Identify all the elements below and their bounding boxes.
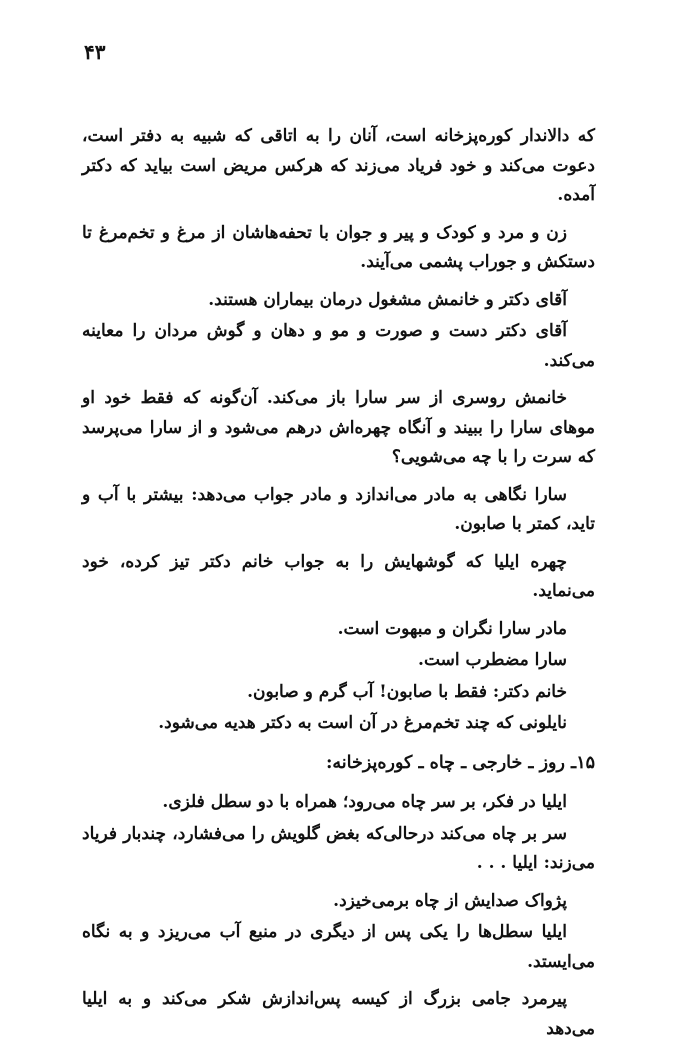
paragraph: سارا نگاهی به مادر می‌اندازد و مادر جواب می‌دهد: بیشتر با آب و تاید، کمتر با صابون. xyxy=(82,484,595,534)
paragraph: آقای دکتر و خانمش مشغول درمان بیماران هستند. xyxy=(208,289,567,310)
paragraph: ایلیا در فکر، بر سر چاه می‌رود؛ همراه با دو سطل فلزی. xyxy=(162,792,567,812)
paragraph-continued: که دالاندار کوره‌پزخانه است، آنان را به اتاقی که شبیه به دفتر است، دعوت می‌کند و خود فریاد می‌زند که هرکس مریض است بیاید که دکتر آمده. xyxy=(82,126,595,205)
paragraph: چهره ایلیا که گوشهایش را به جواب خانم دکتر تیز کرده، خود می‌نماید. xyxy=(82,551,595,601)
paragraph: خانم دکتر: فقط با صابون! آب گرم و صابون. xyxy=(247,681,567,702)
page-number: ۴۳ xyxy=(84,40,106,64)
paragraph: سر بر چاه می‌کند درحالی‌که بغض گلویش را می‌فشارد، چندبار فریاد می‌زند: ایلیا . . . xyxy=(82,823,595,873)
paragraph: زن و مرد و کودک و پیر و جوان با تحفه‌هاشان از مرغ و تخم‌مرغ تا دستکش و جوراب پشمی می‌آیند. xyxy=(82,222,595,272)
paragraph: نایلونی که چند تخم‌مرغ در آن است به دکتر هدیه می‌شود. xyxy=(158,713,567,733)
paragraph: آقای دکتر دست و صورت و مو و دهان و گوش مردان را معاینه می‌کند. xyxy=(82,321,595,371)
paragraph: پیرمرد جامی بزرگ از کیسه پس‌اندازش شکر می‌کند و به ایلیا می‌دهد xyxy=(82,989,595,1039)
paragraph: ایلیا سطل‌ها را یکی پس از دیگری در منبع آب می‌ریزد و به نگاه می‌ایستد. xyxy=(82,922,595,972)
paragraph: سارا مضطرب است. xyxy=(418,650,567,670)
paragraph: مادر سارا نگران و مبهوت است. xyxy=(337,618,567,639)
scene-heading: ۱۵ـ روز ـ خارجی ـ چاه ـ کوره‌پزخانه: xyxy=(325,752,595,773)
body-text xyxy=(82,122,595,1052)
paragraph: خانمش روسری از سر سارا باز می‌کند. آن‌گونه که فقط خود او موهای سارا را ببیند و آنگاه چهره‌اش درهم می‌شود و از سارا می‌پرسد که سرت را با چه می‌شویی؟ xyxy=(82,388,595,467)
paragraph: پژواک صدایش از چاه برمی‌خیزد. xyxy=(333,890,567,911)
